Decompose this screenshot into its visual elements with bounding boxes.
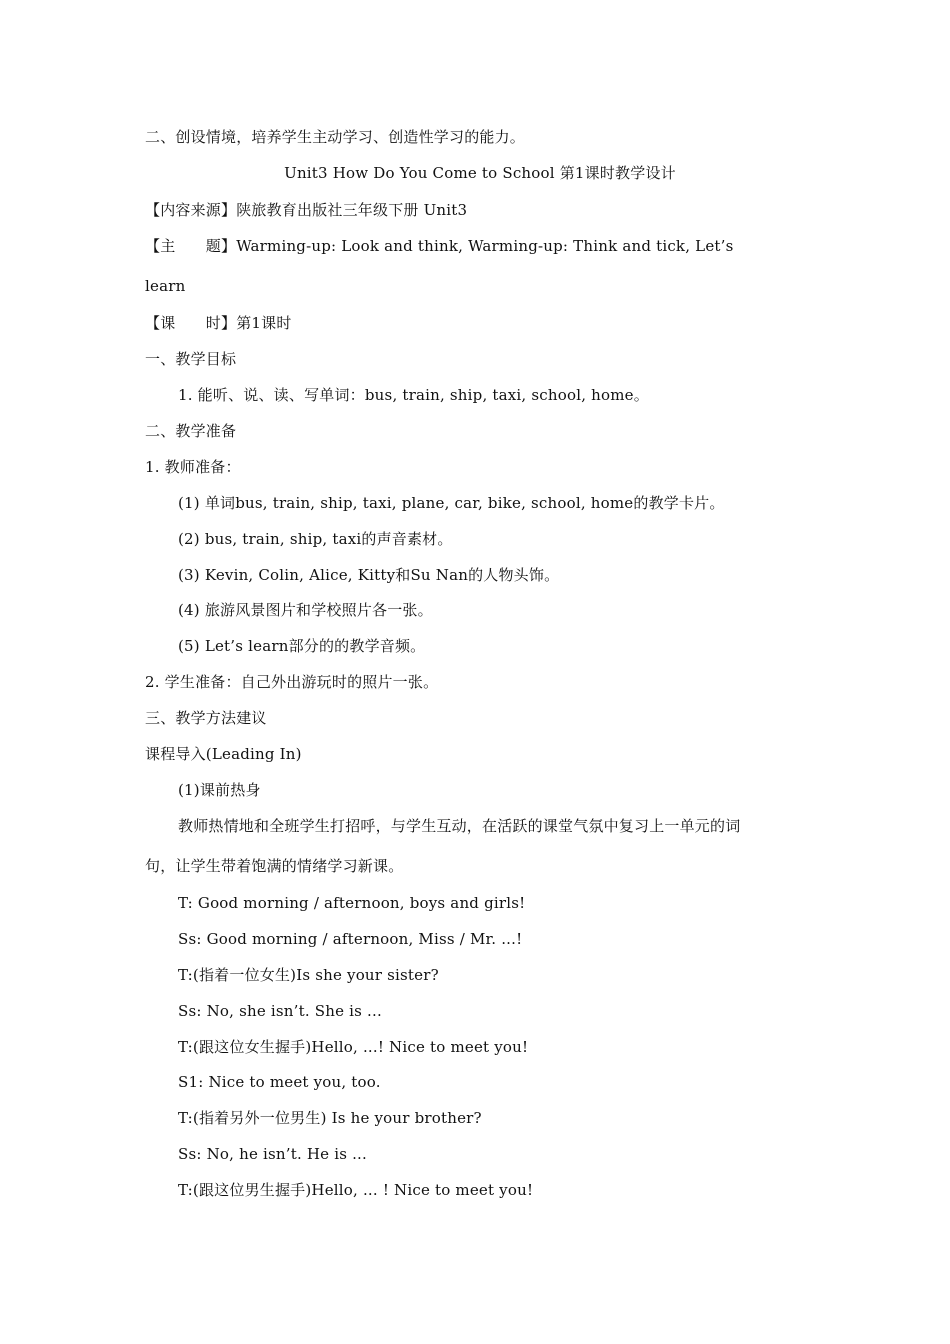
list-item: (1) 单词bus, train, ship, taxi, plane, car, bike, school, home的教学卡片。 (178, 494, 725, 512)
dialogue-line: S1: Nice to meet you, too. (178, 1073, 381, 1091)
content-source: 【内容来源】陕旅教育出版社三年级下册 Unit3 (145, 201, 468, 219)
dialogue-line: T:(指着一位女生)Is she your sister? (178, 966, 439, 984)
lesson-title: Unit3 How Do You Come to School 第1课时教学设计 (284, 164, 676, 182)
paragraph-line: 教师热情地和全班学生打招呼，与学生互动，在活跃的课堂气氛中复习上一单元的词 (178, 817, 741, 835)
topic-line: 【主 题】Warming-up: Look and think, Warming-up: Think and tick, Let’s (145, 237, 734, 255)
list-item: (5) Let’s learn部分的的教学音频。 (178, 637, 426, 655)
dialogue-line: Ss: No, she isn’t. She is ... (178, 1002, 382, 1020)
period-line: 【课 时】第1课时 (145, 314, 292, 332)
subsection-heading: 1. 教师准备： (145, 458, 241, 476)
dialogue-line: T:(跟这位女生握手)Hello, ...! Nice to meet you! (178, 1038, 529, 1056)
dialogue-line: Ss: No, he isn’t. He is ... (178, 1145, 367, 1163)
topic-line-cont: learn (145, 277, 186, 295)
dialogue-line: T: Good morning / afternoon, boys and girls! (178, 894, 526, 912)
section-heading: 三、教学方法建议 (145, 709, 267, 727)
paragraph-line: 句，让学生带着饱满的情绪学习新课。 (145, 857, 404, 875)
dialogue-line: T:(指着另外一位男生) Is he your brother? (178, 1109, 482, 1127)
section-heading: 二、教学准备 (145, 422, 237, 440)
section-heading: 一、教学目标 (145, 350, 237, 368)
subsection-heading: 课程导入(Leading In) (145, 745, 302, 763)
list-item: (4) 旅游风景图片和学校照片各一张。 (178, 601, 433, 619)
list-item: 1. 能听、说、读、写单词：bus, train, ship, taxi, school, home。 (178, 386, 649, 404)
dialogue-line: T:(跟这位男生握手)Hello, ... ! Nice to meet you! (178, 1181, 534, 1199)
list-item: (3) Kevin, Colin, Alice, Kitty和Su Nan的人物头饰。 (178, 566, 560, 584)
subsection-heading: 2. 学生准备：自己外出游玩时的照片一张。 (145, 673, 439, 691)
list-item: (2) bus, train, ship, taxi的声音素材。 (178, 530, 453, 548)
step-heading: (1)课前热身 (178, 781, 261, 799)
dialogue-line: Ss: Good morning / afternoon, Miss / Mr. ...! (178, 930, 523, 948)
text-line: 二、创设情境，培养学生主动学习、创造性学习的能力。 (145, 128, 526, 146)
